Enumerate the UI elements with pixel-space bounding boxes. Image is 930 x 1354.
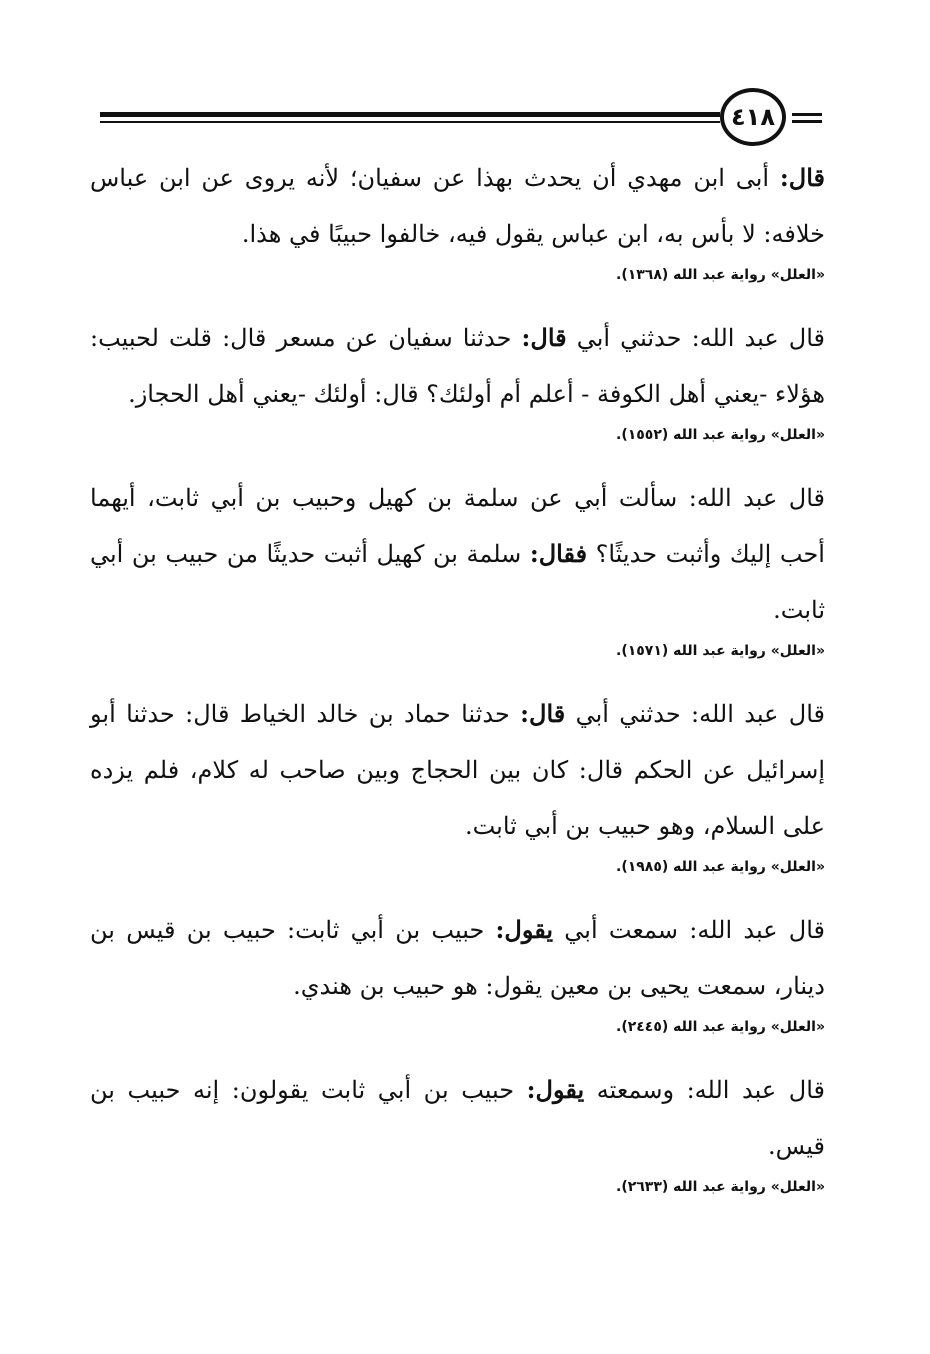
entry-text bbox=[90, 1062, 825, 1174]
entry-lead: قال عبد الله: وسمعته bbox=[596, 1076, 825, 1104]
entry-source: «العلل» رواية عبد الله (١٥٧١). bbox=[616, 643, 825, 659]
entry-text bbox=[90, 686, 825, 854]
entry-body: حبيب بن أبي ثابت: حبيب بن قيس بن دينار، سمعت يحيى بن معين يقول: هو حبيب بن هندي. bbox=[90, 916, 825, 1000]
entry-lead: قال عبد الله: حدثني أبي bbox=[576, 324, 825, 352]
page-header bbox=[0, 0, 930, 160]
entry-source: «العلل» رواية عبد الله (٢٦٣٣). bbox=[616, 1179, 825, 1195]
entry-text bbox=[90, 902, 825, 1014]
header-rule-right-top bbox=[792, 113, 822, 116]
entry-body: حدثنا حماد بن خالد الخياط قال: حدثنا أبو إسرائيل عن الحكم قال: كان بين الحجاج وبين صاحب له كلام، فلم يزده على السلام، وهو حبيب بن أبي ثابت. bbox=[90, 700, 825, 840]
entry-source: «العلل» رواية عبد الله (١٩٨٥). bbox=[616, 859, 825, 875]
entry-text bbox=[90, 470, 825, 638]
entry-source: «العلل» رواية عبد الله (١٥٥٢). bbox=[616, 427, 825, 443]
entry-6 bbox=[90, 1062, 825, 1198]
entry-bold: قال: bbox=[520, 699, 566, 728]
entry-source: «العلل» رواية عبد الله (١٣٦٨). bbox=[616, 267, 825, 283]
page-number: ٤١٨ bbox=[731, 103, 775, 131]
entry-text bbox=[90, 150, 825, 262]
entry-body: سلمة بن كهيل أثبت حديثًا من حبيب بن أبي ثابت. bbox=[90, 540, 825, 624]
entry-text bbox=[90, 310, 825, 422]
header-rule-thin bbox=[100, 121, 720, 123]
header-rule-right-bottom bbox=[792, 120, 822, 123]
entry-body: حبيب بن أبي ثابت يقولون: إنه حبيب بن قيس. bbox=[90, 1076, 825, 1160]
entry-source: «العلل» رواية عبد الله (٢٤٤٥). bbox=[616, 1019, 825, 1035]
entry-body: أبى ابن مهدي أن يحدث بهذا عن سفيان؛ لأنه يروى عن ابن عباس خلافه: لا بأس به، ابن عباس يقول فيه، خالفوا حبيبًا في هذا. bbox=[90, 164, 825, 248]
entry-3 bbox=[90, 470, 825, 662]
entry-lead: قال عبد الله: سألت أبي عن سلمة بن كهيل وحبيب بن أبي ثابت، أيهما أحب إليك وأثبت حديثًا؟ bbox=[90, 484, 825, 568]
entry-1 bbox=[90, 150, 825, 286]
entry-bold: فقال: bbox=[529, 539, 588, 568]
entry-lead: قال عبد الله: حدثني أبي bbox=[575, 700, 825, 728]
page-number-badge bbox=[720, 88, 786, 146]
entry-2 bbox=[90, 310, 825, 446]
entry-4 bbox=[90, 686, 825, 878]
entry-lead-bold: قال: bbox=[779, 163, 825, 192]
entry-body: حدثنا سفيان عن مسعر قال: قلت لحبيب: هؤلاء -يعني أهل الكوفة - أعلم أم أولئك؟ قال: أولئك -يعني أهل الحجاز. bbox=[90, 324, 825, 408]
entry-lead: قال عبد الله: سمعت أبي bbox=[564, 916, 825, 944]
entry-bold: يقول: bbox=[526, 1075, 585, 1104]
entry-bold: يقول: bbox=[495, 915, 554, 944]
page-body bbox=[90, 150, 825, 1222]
entry-5 bbox=[90, 902, 825, 1038]
entry-bold: قال: bbox=[521, 323, 567, 352]
header-rule-thick bbox=[100, 112, 720, 117]
